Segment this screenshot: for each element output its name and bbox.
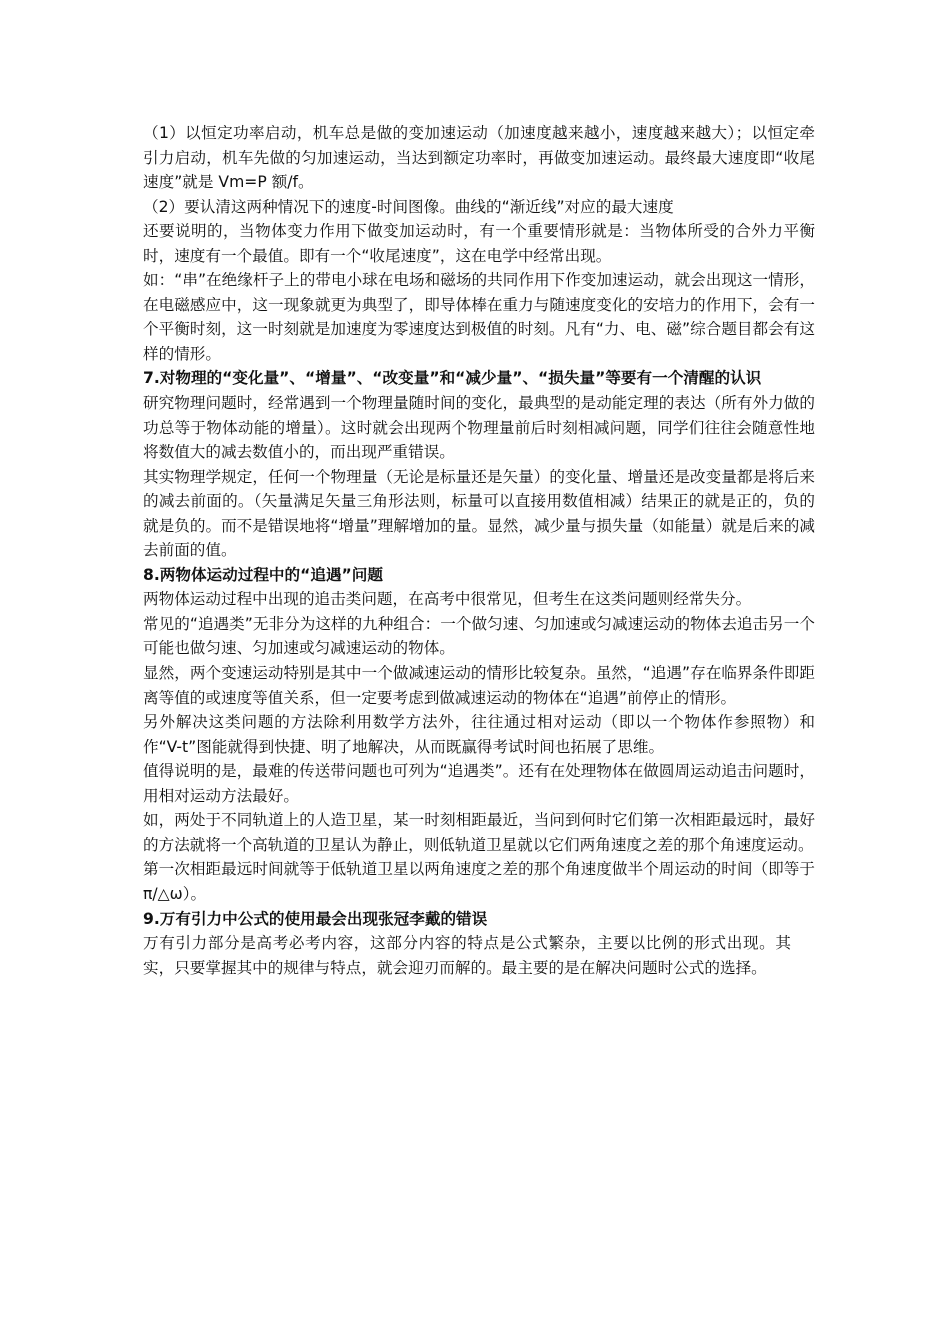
paragraph: 如：“串”在绝缘杆子上的带电小球在电场和磁场的共同作用下作变加速运动，就会出现这一情形，在电磁感应中，这一现象就更为典型了，即导体棒在重力与随速度变化的安培力的作用下，会有一个平衡时刻，这一时刻就是加速度为零速度达到极值的时刻。凡有“力、电、磁”综合题目都会有这样的情形。	[143, 271, 815, 363]
section-heading-8: 8.两物体运动过程中的“追遇”问题	[143, 565, 383, 584]
paragraph: 其实物理学规定，任何一个物理量（无论是标量还是矢量）的变化量、增量还是改变量都是将后来的减去前面的。（矢量满足矢量三角形法则，标量可以直接用数值相减）结果正的就是正的，负的就是负的。而不是错误地将“增量”理解增加的量。显然，减少量与损失量（如能量）就是后来的减去前面的值。	[143, 467, 815, 560]
paragraph: 如，两处于不同轨道上的人造卫星，某一时刻相距最近，当问到何时它们第一次相距最远时，最好的方法就将一个高轨道的卫星认为静止，则低轨道卫星就以它们两角速度之差的那个角速度运动。	[143, 811, 815, 854]
paragraph: 第一次相距最远时间就等于低轨道卫星以两角速度之差的那个角速度做半个周运动的时间（即等于 π/△ω）。	[143, 860, 815, 903]
paragraph: 另外解决这类问题的方法除利用数学方法外，往往通过相对运动（即以一个物体作参照物）和作“V-t”图能就得到快捷、明了地解决，从而既赢得考试时间也拓展了思维。	[143, 713, 815, 756]
paragraph: （1）以恒定功率启动，机车总是做的变加速运动（加速度越来越小，速度越来越大）；以恒定牵引力启动，机车先做的匀加速运动，当达到额定功率时，再做变加速运动。最终最大速度即“收尾速度”就是 Vm=P 额/f。	[143, 124, 815, 192]
paragraph: 常见的“追遇类”无非分为这样的九种组合：一个做匀速、匀加速或匀减速运动的物体去追击另一个可能也做匀速、匀加速或匀减速运动的物体。	[143, 614, 815, 658]
paragraph: 研究物理问题时，经常遇到一个物理量随时间的变化，最典型的是动能定理的表达（所有外力做的功总等于物体动能的增量）。这时就会出现两个物理量前后时刻相减问题，同学们往往会随意性地将数值大的减去数值小的，而出现严重错误。	[143, 394, 815, 462]
document-body	[143, 121, 815, 980]
section-heading-9: 9.万有引力中公式的使用最会出现张冠李戴的错误	[143, 909, 488, 928]
paragraph: 还要说明的，当物体变力作用下做变加运动时，有一个重要情形就是：当物体所受的合外力平衡时，速度有一个最值。即有一个“收尾速度”，这在电学中经常出现。	[143, 222, 815, 265]
section-heading-7: 7.对物理的“变化量”、“增量”、“改变量”和“减少量”、“损失量”等要有一个清醒的认识	[143, 369, 762, 388]
paragraph: 万有引力部分是高考必考内容，这部分内容的特点是公式繁杂，主要以比例的形式出现。其实，只要掌握其中的规律与特点，就会迎刃而解的。最主要的是在解决问题时公式的选择。	[143, 934, 791, 977]
paragraph: 显然，两个变速运动特别是其中一个做减速运动的情形比较复杂。虽然，“追遇”存在临界条件即距离等值的或速度等值关系，但一定要考虑到做减速运动的物体在“追遇”前停止的情形。	[143, 664, 815, 707]
paragraph: 值得说明的是，最难的传送带问题也可列为“追遇类”。还有在处理物体在做圆周运动追击问题时，用相对运动方法最好。	[143, 762, 815, 805]
paragraph: 两物体运动过程中出现的追击类问题，在高考中很常见，但考生在这类问题则经常失分。	[143, 590, 752, 609]
paragraph: （2）要认清这两种情况下的速度-时间图像。曲线的“渐近线”对应的最大速度	[143, 197, 674, 216]
